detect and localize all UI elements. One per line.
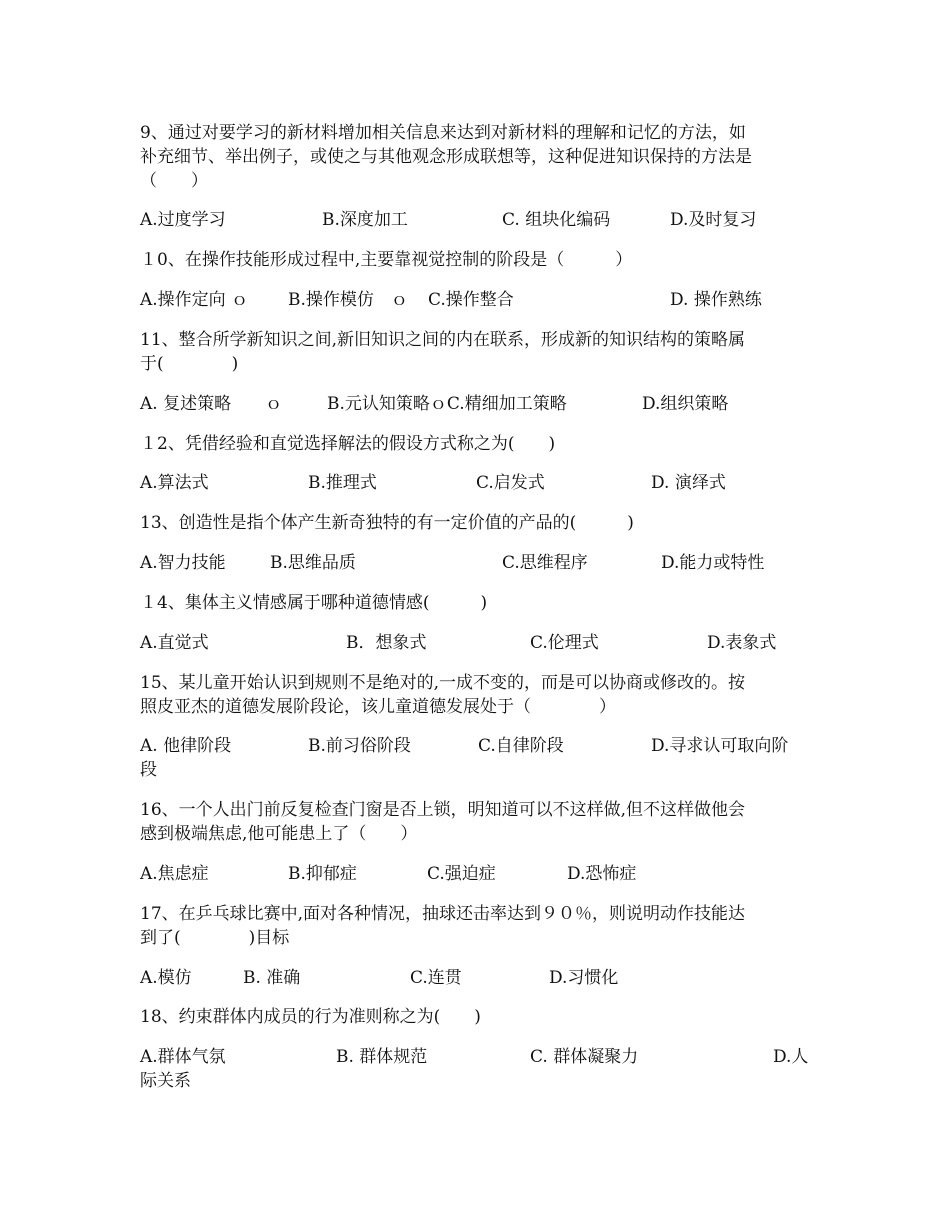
question-17-stem-line-2: 到了( )目标 [140, 928, 290, 948]
question-12-option-a: A.算法式 [140, 473, 209, 493]
question-16-option-b: B.抑郁症 [288, 864, 357, 884]
question-18-option-d: D.人 [773, 1047, 809, 1067]
question-15-option-d: D.寻求认可取向阶 [651, 736, 789, 756]
question-13-option-c: C.思维程序 [502, 553, 588, 573]
question-17-option-c: C.连贯 [410, 968, 462, 988]
question-16-stem-line-1: 16、一个人出门前反复检查门窗是否上锁，明知道可以不这样做,但不这样做他会 [140, 800, 746, 820]
question-17-stem-line-1: 17、在乒乓球比赛中,面对各种情况，抽球还击率达到９０％，则说明动作技能达 [140, 904, 746, 924]
question-17-option-d: D.习惯化 [549, 968, 619, 988]
question-13-stem-line-1: 13、创造性是指个体产生新奇独特的有一定价值的产品的( ) [140, 513, 634, 533]
question-18-option-d-wrap: 际关系 [140, 1071, 191, 1091]
question-15-option-b: B.前习俗阶段 [308, 736, 411, 756]
question-18-option-b: B. 群体规范 [336, 1047, 428, 1067]
question-15-stem-line-2: 照皮亚杰的道德发展阶段论，该儿童道德发展处于（ ） [140, 697, 616, 717]
question-13-option-a: A.智力技能 [140, 553, 226, 573]
question-15-stem-line-1: 15、某儿童开始认识到规则不是绝对的,一成不变的，而是可以协商或修改的。按 [140, 673, 746, 693]
question-10-option-b: B.操作模仿 ｏ [288, 290, 408, 310]
question-14-option-b: B．想象式 [346, 633, 427, 653]
question-14-option-d: D.表象式 [707, 633, 777, 653]
question-13-option-d: D.能力或特性 [661, 553, 765, 573]
question-18-option-a: A.群体气氛 [140, 1047, 226, 1067]
question-12-option-b: B.推理式 [308, 473, 377, 493]
question-9-option-c: C. 组块化编码 [502, 210, 611, 230]
question-9-option-b: B.深度加工 [322, 210, 408, 230]
question-10-stem-line-1: １0、在操作技能形成过程中,主要靠视觉控制的阶段是（ ） [140, 250, 633, 270]
question-12-stem-line-1: １2、凭借经验和直觉选择解法的假设方式称之为( ) [140, 434, 556, 454]
question-14-option-a: A.直觉式 [140, 633, 209, 653]
question-17-option-b: B. 准确 [243, 968, 301, 988]
question-9-option-d: D.及时复习 [670, 210, 757, 230]
question-12-option-d: D. 演绎式 [651, 473, 726, 493]
question-11-stem-line-2: 于( ) [140, 354, 239, 374]
question-11-option-a: A. 复述策略 ｏ [140, 394, 283, 414]
question-11-stem-line-1: 11、整合所学新知识之间,新旧知识之间的内在联系，形成新的知识结构的策略属 [140, 330, 746, 350]
question-16-stem-line-2: 感到极端焦虑,他可能患上了（ ） [140, 824, 418, 844]
question-15-option-a: A. 他律阶段 [140, 736, 232, 756]
question-18-stem-line-1: 18、约束群体内成员的行为准则称之为( ) [140, 1007, 481, 1027]
question-9-stem-line-2: 补充细节、举出例子，或使之与其他观念形成联想等，这种促进知识保持的方法是 [140, 147, 752, 167]
question-18-option-c: C. 群体凝聚力 [530, 1047, 639, 1067]
question-14-option-c: C.伦理式 [530, 633, 599, 653]
question-9-stem-line-1: 9、通过对要学习的新材料增加相关信息来达到对新材料的理解和记忆的方法，如 [140, 123, 746, 143]
question-10-option-c: C.操作整合 [428, 290, 514, 310]
question-12-option-c: C.启发式 [476, 473, 545, 493]
question-9-stem-line-3: （ ） [140, 171, 208, 191]
question-17-option-a: A.模仿 [140, 968, 192, 988]
question-16-option-d: D.恐怖症 [567, 864, 637, 884]
question-10-option-a: A.操作定向 ｏ [140, 290, 249, 310]
question-15-option-d-wrap: 段 [140, 760, 157, 780]
question-9-option-a: A.过度学习 [140, 210, 226, 230]
question-15-option-c: C.自律阶段 [478, 736, 564, 756]
question-13-option-b: B.思维品质 [270, 553, 356, 573]
question-14-stem-line-1: １4、集体主义情感属于哪种道德情感( ) [140, 593, 488, 613]
question-10-option-d: D. 操作熟练 [670, 290, 762, 310]
question-16-option-a: A.焦虑症 [140, 864, 209, 884]
question-11-option-b-c: B.元认知策略ｏC.精细加工策略 [327, 394, 567, 414]
question-11-option-d: D.组织策略 [642, 394, 729, 414]
question-16-option-c: C.强迫症 [427, 864, 496, 884]
